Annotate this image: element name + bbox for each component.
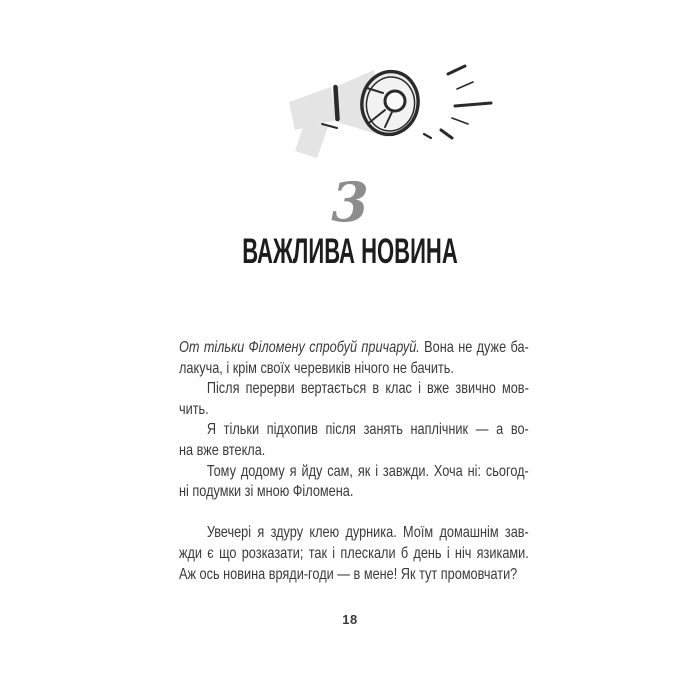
body-text: ні подумки зі мною Філомена. [179, 483, 354, 501]
body-text: на вже втекла. [179, 441, 266, 459]
body-text: лакуча, і крім своїх черевиків нічого не бачить. [179, 359, 454, 377]
text-line [179, 379, 529, 400]
text-line [179, 400, 529, 421]
sound-rays-icon [424, 66, 491, 138]
megaphone-svg [250, 48, 500, 178]
lead-italic-text: От тільки Філомену спробуй причаруй. [179, 339, 420, 356]
text-line [179, 565, 529, 586]
text-line [179, 544, 529, 565]
body-text: чить. [179, 400, 209, 418]
body-text: Аж ось новина вряди-годи — в мене! Як тут промовчати? [179, 565, 518, 583]
body-text: Тому додому я йду сам, як і завжди. Хоча ні: сьогод- [206, 462, 529, 480]
paragraph [179, 462, 529, 503]
text-line [179, 523, 529, 544]
text-line [179, 338, 529, 359]
chapter-title: ВАЖЛИВА НОВИНА [242, 232, 458, 271]
text-line [179, 420, 529, 441]
text-line [179, 462, 529, 483]
text-line [179, 441, 529, 462]
page-number: 18 [342, 612, 358, 627]
paragraph [179, 420, 529, 461]
body-text: Після перерви вертається в клас і вже звично мов- [206, 380, 529, 398]
chapter-number: 3 [331, 170, 369, 234]
body-text: Я тільки підхопив після занять наплічник — а во- [206, 421, 529, 439]
body-text: Увечері я здуру клею дурника. Моїм домашнім зав- [206, 524, 529, 542]
body-text: жди є що розказати; так і плескали б день і ніч язиками. [179, 544, 529, 562]
text-block [179, 338, 529, 585]
megaphone-icon [250, 48, 500, 178]
body-text: Вона не дуже ба- [419, 339, 529, 356]
paragraph [179, 379, 529, 420]
text-line [179, 359, 529, 380]
paragraph [179, 338, 529, 379]
paragraph [179, 523, 529, 585]
text-line [179, 482, 529, 503]
